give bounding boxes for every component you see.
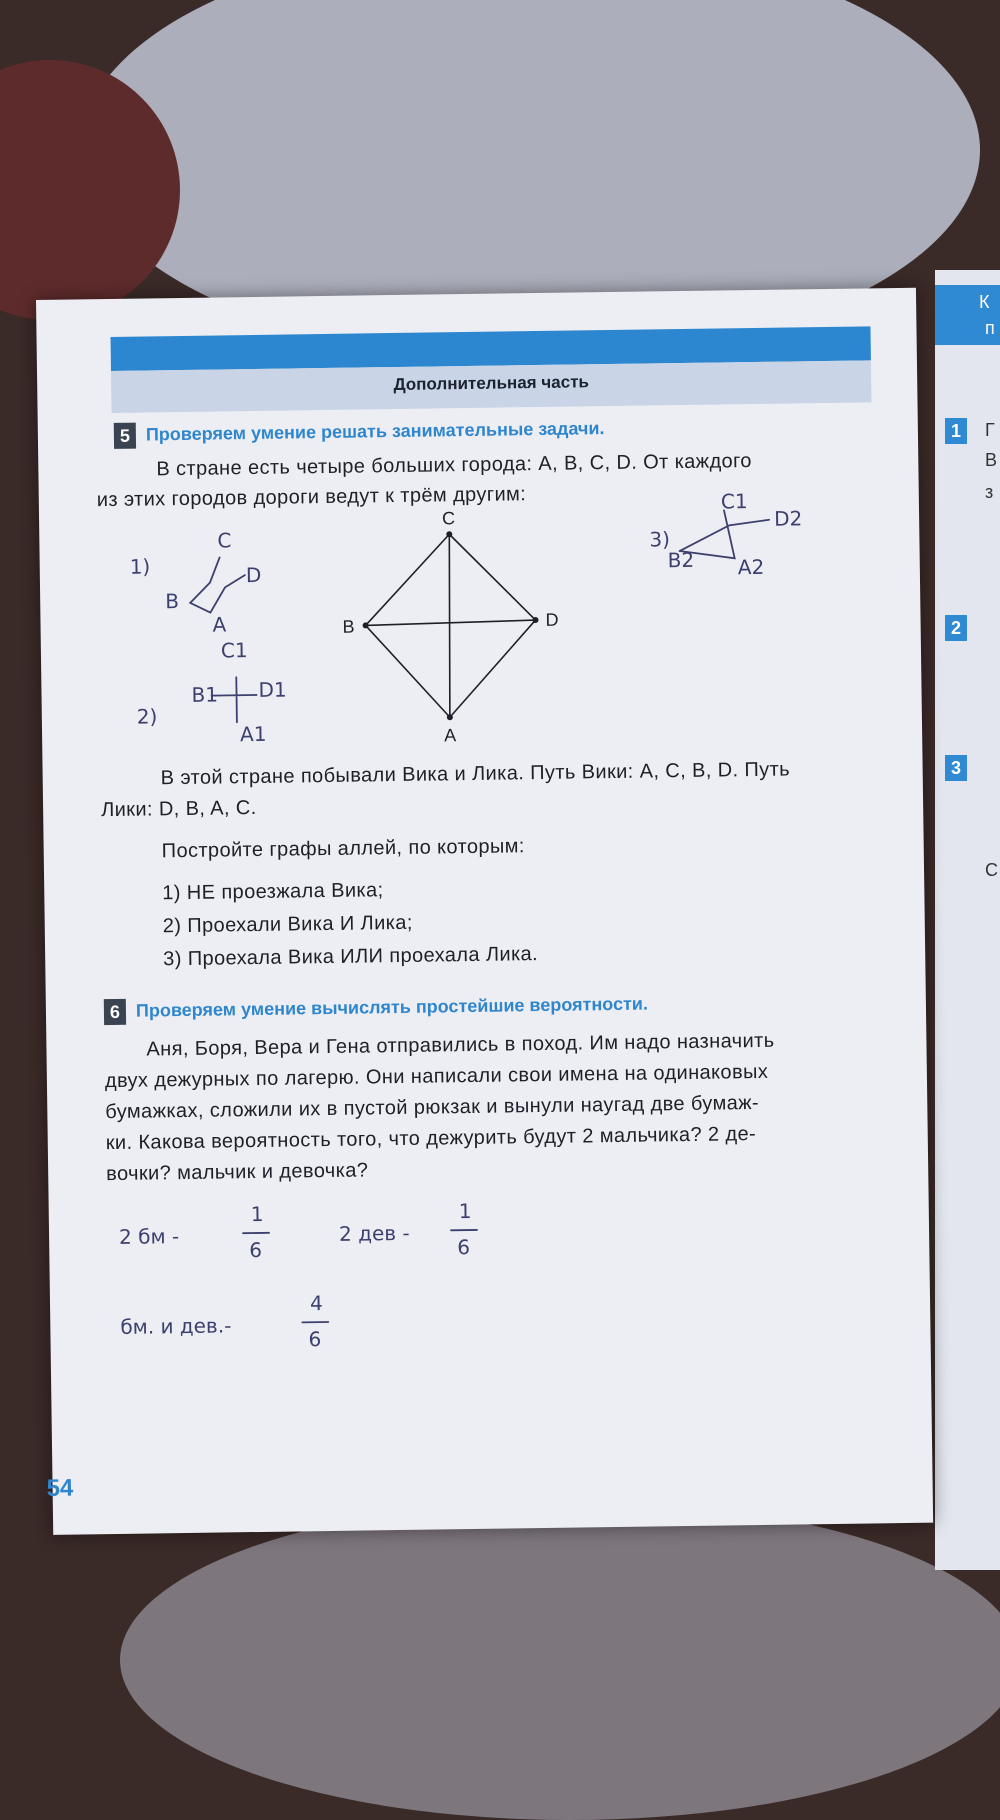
section-6-line-4: ки. Какова вероятность того, что дежурить будут 2 мальчика? 2 де- <box>106 1119 757 1159</box>
section-6-number: 6 <box>104 999 126 1025</box>
handwritten-graph-2 <box>136 636 338 749</box>
handwritten-graph-3 <box>649 489 851 602</box>
section-5-title: Проверяем умение решать занимательные задачи. <box>146 418 605 445</box>
section-5-task: Постройте графы аллей, по которым: <box>162 831 526 867</box>
hw-graph2-b: B1 <box>191 682 218 706</box>
hw-graph1-c: C <box>217 528 231 552</box>
hw-graph3-a: A2 <box>738 555 765 579</box>
vertex-label-c: C <box>442 508 455 528</box>
section-5-intro-line2: из этих городов дороги ведут к трём другим: <box>97 479 527 516</box>
hw-graph1-d: D <box>246 563 262 587</box>
hw-answer3-numerator: 4 <box>310 1291 323 1315</box>
vertex-label-d: D <box>545 610 558 630</box>
section-5-text-line1: В этой стране побывали Вика и Лика. Путь Вики: A, C, B, D. Путь <box>160 755 790 795</box>
section-6-line-5: вочки? мальчик и девочка? <box>106 1155 369 1190</box>
hw-graph2-a: A1 <box>240 722 267 746</box>
section-5-item-2: 2) Проехали Вика И Лика; <box>163 908 413 942</box>
adjacent-fragment: К <box>979 292 990 313</box>
handwritten-answer-3 <box>120 1285 381 1369</box>
section-5-number: 5 <box>114 423 136 449</box>
hw-graph3-number: 3) <box>649 527 670 551</box>
hw-graph2-c: C1 <box>221 638 248 662</box>
section-6-line-1: Аня, Боря, Вера и Гена отправились в поход. Им надо назначить <box>146 1026 774 1066</box>
hw-graph3-c: C1 <box>721 489 748 513</box>
hw-answer2-numerator: 1 <box>459 1199 472 1223</box>
adjacent-section-number: 1 <box>945 418 967 444</box>
workbook-page <box>36 288 933 1535</box>
adjacent-fragment: Г <box>985 420 995 441</box>
handwritten-answer-1 <box>119 1196 320 1279</box>
hw-graph2-d: D1 <box>258 678 286 702</box>
section-5-text-line2: Лики: D, B, A, C. <box>101 793 257 826</box>
adjacent-page <box>935 270 1000 1570</box>
background-fabric-lower <box>120 1500 1000 1820</box>
hw-graph1-a: A <box>212 612 226 636</box>
adjacent-section-number: 3 <box>945 755 967 781</box>
hw-graph1-number: 1) <box>130 554 151 578</box>
adjacent-fragment: В <box>985 450 997 471</box>
section-5-intro-line1: В стране есть четыре больших города: A, B, C, D. От каждого <box>156 446 752 485</box>
hw-graph1-b: B <box>165 589 179 613</box>
vertex-label-b: B <box>342 617 354 637</box>
section-6-title: Проверяем умение вычислять простейшие вероятности. <box>136 994 648 1022</box>
adjacent-section-number: 2 <box>945 615 967 641</box>
hw-answer3-denominator: 6 <box>308 1327 321 1351</box>
hw-graph3-b: B2 <box>668 548 695 572</box>
section-5-item-1: 1) НЕ проезжала Вика; <box>162 875 384 909</box>
handwritten-answer-2 <box>339 1193 540 1276</box>
hw-graph3-d: D2 <box>774 506 802 530</box>
page-number: 54 <box>46 1475 73 1503</box>
page-title: Дополнительная часть <box>111 368 871 399</box>
vertex-label-a: A <box>444 725 456 745</box>
adjacent-fragment: С <box>985 860 998 881</box>
hw-answer2-denominator: 6 <box>457 1235 470 1259</box>
hw-answer2-label: 2 дев - <box>339 1221 410 1246</box>
hw-graph2-number: 2) <box>137 704 158 728</box>
hw-answer3-label: бм. и дев.- <box>120 1313 231 1339</box>
hw-answer1-denominator: 6 <box>249 1238 262 1262</box>
hw-answer1-label: 2 бм - <box>119 1224 179 1249</box>
section-6-line-3: бумажках, сложили их в пустой рюкзак и вынули наугад две бумаж- <box>105 1088 759 1128</box>
city-graph <box>339 517 582 750</box>
adjacent-fragment: п <box>985 318 995 339</box>
adjacent-fragment: з <box>985 482 993 503</box>
handwritten-graph-1 <box>129 526 311 639</box>
section-5-item-3: 3) Проехала Вика ИЛИ проехала Лика. <box>163 939 538 975</box>
section-6-line-2: двух дежурных по лагерю. Они написали свои имена на одинаковых <box>105 1057 769 1097</box>
hw-answer1-numerator: 1 <box>251 1202 264 1226</box>
